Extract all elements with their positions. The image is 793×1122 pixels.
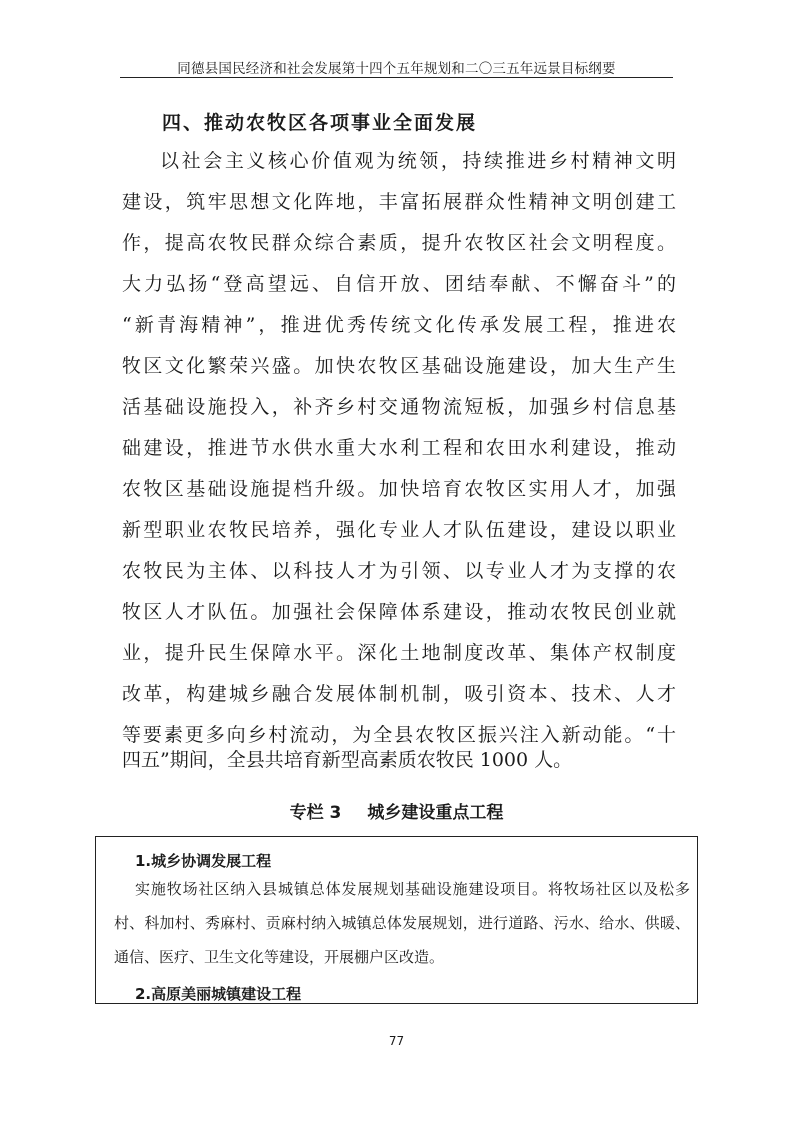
body-line: 农牧区基础设施提档升级。加快培育农牧区实用人才，加强 xyxy=(122,478,676,500)
box-title xyxy=(0,798,793,823)
box-item-line: 通信、医疗、卫生文化等建设，开展棚户区改造。 xyxy=(114,948,445,966)
body-line: 等要素更多向乡村流动，为全县农牧区振兴注入新动能。“十 xyxy=(122,724,676,746)
running-header: 同德县国民经济和社会发展第十四个五年规划和二〇三五年远景目标纲要 xyxy=(177,61,616,77)
box-item-title: 1.城乡协调发展工程 xyxy=(135,852,272,870)
page-number: 77 xyxy=(388,1034,405,1048)
header-rule xyxy=(120,77,673,78)
body-line: 改革，构建城乡融合发展体制机制，吸引资本、技术、人才 xyxy=(122,683,676,705)
body-line: 础建设，推进节水供水重大水利工程和农田水利建设，推动 xyxy=(122,437,676,459)
body-line: 建设，筑牢思想文化阵地，丰富拓展群众性精神文明创建工 xyxy=(122,191,676,213)
body-line: 作，提高农牧民群众综合素质，提升农牧区社会文明程度。 xyxy=(122,232,676,254)
box-item-line: 村、科加村、秀麻村、贡麻村纳入城镇总体发展规划，进行道路、污水、给水、供暖、 xyxy=(114,914,690,932)
section-heading: 四、推动农牧区各项事业全面发展 xyxy=(162,112,478,134)
body-line: 牧区人才队伍。加强社会保障体系建设，推动农牧民创业就 xyxy=(122,601,676,623)
body-line: 四五”期间，全县共培育新型高素质农牧民 1000 人。 xyxy=(122,749,573,771)
body-line: 牧区文化繁荣兴盛。加快农牧区基础设施建设，加大生产生 xyxy=(122,355,676,377)
box-heading: 城乡建设重点工程 xyxy=(367,803,504,823)
body-line: 活基础设施投入，补齐乡村交通物流短板，加强乡村信息基 xyxy=(122,396,676,418)
box-item-title: 2.高原美丽城镇建设工程 xyxy=(135,985,302,1003)
body-line: 大力弘扬“登高望远、自信开放、团结奉献、不懈奋斗”的 xyxy=(122,273,676,295)
body-line: 农牧民为主体、以科技人才为引领、以专业人才为支撑的农 xyxy=(122,560,676,582)
body-line: 新型职业农牧民培养，强化专业人才队伍建设，建设以职业 xyxy=(122,519,676,541)
body-line: “新青海精神”，推进优秀传统文化传承发展工程，推进农 xyxy=(122,314,676,336)
body-line: 以社会主义核心价值观为统领，持续推进乡村精神文明 xyxy=(160,150,676,172)
box-label: 专栏 3 xyxy=(289,803,342,823)
body-line: 业，提升民生保障水平。深化土地制度改革、集体产权制度 xyxy=(122,642,676,664)
box-item-line: 实施牧场社区纳入县城镇总体发展规划基础设施建设项目。将牧场社区以及松多 xyxy=(135,880,690,898)
